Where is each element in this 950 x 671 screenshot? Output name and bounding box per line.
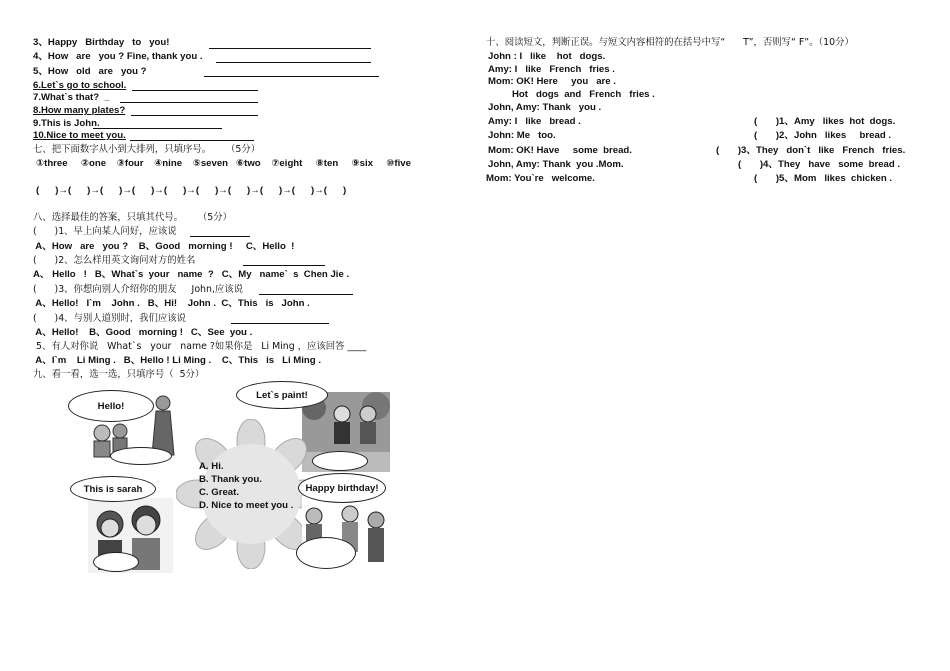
writing-line-9: 9.This is John. xyxy=(33,118,100,129)
writing-line-6: 6.Let`s go to school. xyxy=(33,80,127,91)
answer-line xyxy=(216,62,371,63)
dialogue-line-3: Mom: OK! Here you are . xyxy=(488,76,616,87)
writing-line-7: 7.What`s that? _ xyxy=(33,92,110,103)
writing-line-4: 4、How are you ? Fine, thank you . xyxy=(33,51,203,62)
judgement-3[interactable]: ( )3、They don`t like French fries. xyxy=(716,145,906,156)
speech-bubble-hello: Hello! xyxy=(68,390,154,422)
options-8-4: A、Hello! B、Good morning ! C、See you . xyxy=(33,327,253,338)
judgement-2[interactable]: ( )2、John likes bread . xyxy=(754,130,892,141)
dialogue-line-9: John, Amy: Thank you .Mom. xyxy=(488,159,624,170)
option-d: D. Nice to meet you . xyxy=(199,500,294,511)
answer-line xyxy=(93,128,222,129)
speech-bubble-this-is-sarah: This is sarah xyxy=(70,476,156,502)
writing-line-8: 8.How many plates? xyxy=(33,105,126,116)
writing-line-5: 5、How old are you ? xyxy=(33,66,147,77)
answer-line xyxy=(204,76,379,77)
speech-bubble-happy-birthday: Happy birthday! xyxy=(298,473,386,503)
answer-line xyxy=(243,265,325,266)
question-8-4: ( )4、与别人道别时，我们应该说 xyxy=(33,313,187,324)
dialogue-line-1: John : I like hot dogs. xyxy=(488,51,606,62)
question-8-5: 5、有人对你说 What`s your name ?如果你是 Li Ming ，应该回答 ____ xyxy=(33,341,367,352)
dialogue-line-7: John: Me too. xyxy=(488,130,556,141)
judgement-1[interactable]: ( )1、Amy likes hot dogs. xyxy=(754,116,896,127)
option-c: C. Great. xyxy=(199,487,239,498)
answer-line xyxy=(120,102,258,103)
section-7-order-blanks[interactable]: ( )→( )→( )→( )→( )→( )→( )→( )→( )→( ) xyxy=(36,185,347,196)
answer-bubble-3[interactable] xyxy=(93,552,139,572)
dialogue-line-2: Amy: I like French fries . xyxy=(488,64,615,75)
answer-bubble-4[interactable] xyxy=(296,537,356,569)
judgement-5[interactable]: ( )5、Mom likes chicken . xyxy=(754,173,893,184)
answer-line xyxy=(132,90,258,91)
answer-line xyxy=(209,48,371,49)
section-7-numbers: ①three ②one ③four ④nine ⑤seven ⑥two ⑦eight ⑧ten ⑨six ⑩five xyxy=(36,158,411,169)
options-8-5: A、I`m Li Ming . B、Hello ! Li Ming . C、This is Li Ming . xyxy=(33,355,321,366)
section-10-title: 十、阅读短文，判断正误。与短文内容相符的在括号中写“ T”，否则写“ F”。（10分） xyxy=(486,37,854,48)
dialogue-line-6: Amy: I like bread . xyxy=(488,116,581,127)
section-7-title: 七、把下面数字从小到大排列，只填序号。 （5分） xyxy=(33,144,261,155)
section-8-title: 八、选择最佳的答案，只填其代号。 （5分） xyxy=(33,212,232,223)
options-8-3: A、Hello! I`m John . B、Hi! John . C、This is John . xyxy=(33,298,310,309)
dialogue-line-4: Hot dogs and French fries . xyxy=(488,89,655,100)
question-8-3: ( )3、你想向别人介绍你的朋友 John,应该说 xyxy=(33,284,244,295)
dialogue-line-10: Mom: You`re welcome. xyxy=(486,173,595,184)
option-a: A. Hi. xyxy=(199,461,224,472)
judgement-4[interactable]: ( )4、They have some bread . xyxy=(738,159,901,170)
options-8-1: A、How are you ? B、Good morning ! C、Hello ! xyxy=(33,241,295,252)
question-8-1: ( )1、早上向某人问好，应该说 xyxy=(33,226,177,237)
question-8-2: ( )2、怎么样用英文询问对方的姓名 xyxy=(33,255,196,266)
writing-line-3: 3、Happy Birthday to you! xyxy=(33,37,170,48)
dialogue-line-5: John, Amy: Thank you . xyxy=(488,102,602,113)
answer-line xyxy=(131,115,258,116)
option-b: B. Thank you. xyxy=(199,474,262,485)
answer-line xyxy=(130,140,254,141)
answer-bubble-1[interactable] xyxy=(110,447,172,465)
writing-line-10: 10.Nice to meet you. xyxy=(33,130,126,141)
answer-line xyxy=(259,294,353,295)
section-9-title: 九、看一看，选一选，只填序号（ 5分） xyxy=(33,369,205,380)
answer-line xyxy=(190,236,250,237)
answer-line xyxy=(231,323,329,324)
dialogue-line-8: Mom: OK! Have some bread. xyxy=(488,145,632,156)
speech-bubble-lets-paint: Let`s paint! xyxy=(236,381,328,409)
options-8-2: A、 Hello ! B、What`s your name ? C、My name` s Chen Jie . xyxy=(33,269,350,280)
